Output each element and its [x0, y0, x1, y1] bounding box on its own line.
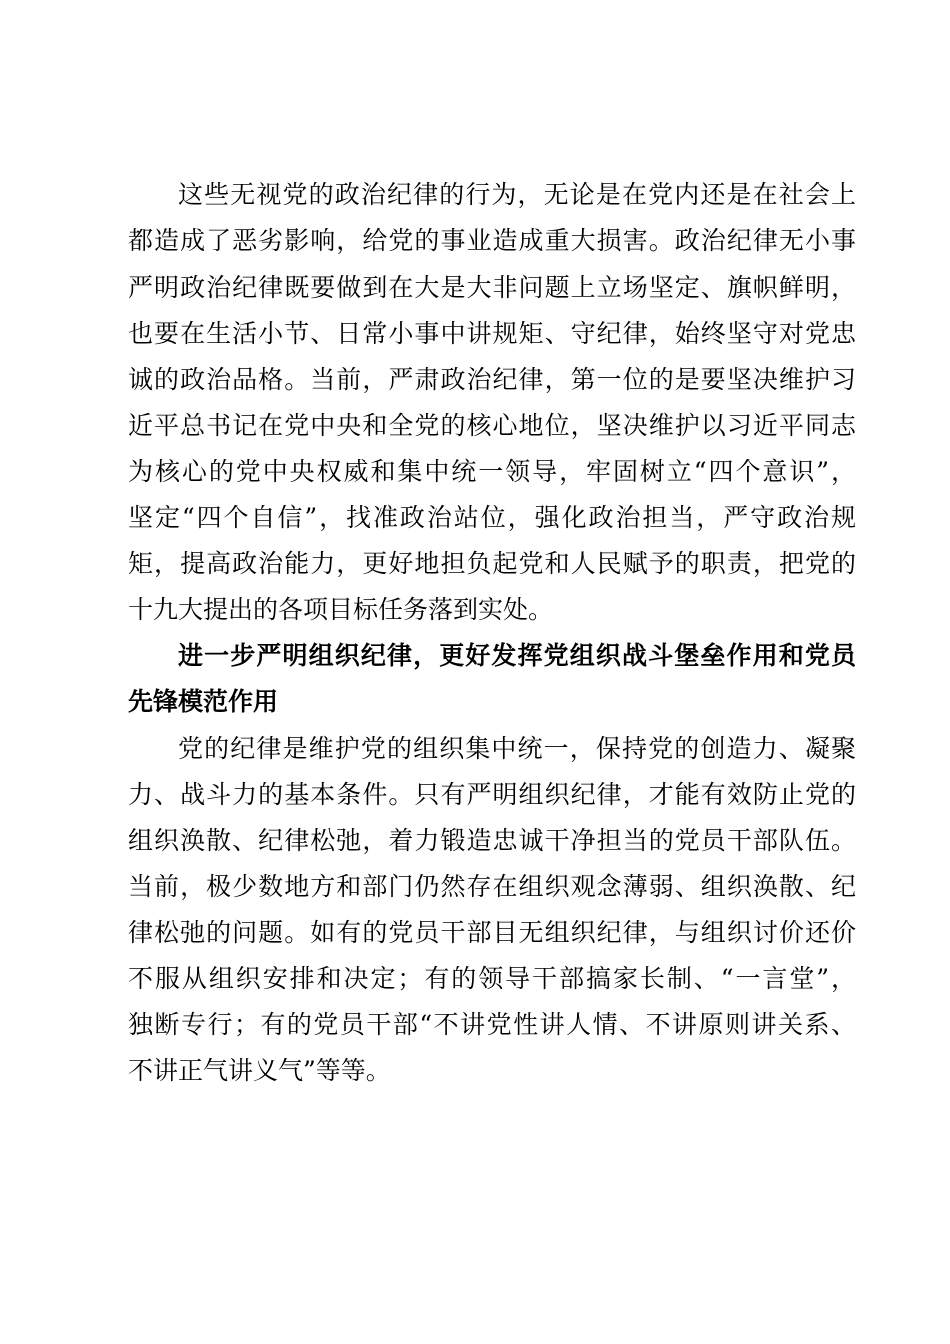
paragraph-2-line-4: 当前，极少数地方和部门仍然存在组织观念薄弱、组织涣散、纪: [128, 872, 856, 901]
paragraph-1-line-10: 十九大提出的各项目标任务落到实处。: [128, 595, 554, 624]
paragraph-1-line-6: 近平总书记在党中央和全党的核心地位，坚决维护以习近平同志: [128, 411, 856, 440]
paragraph-1-line-3: 严明政治纪律既要做到在大是大非问题上立场坚定、旗帜鲜明，: [128, 273, 856, 302]
paragraph-2-line-5: 律松弛的问题。如有的党员干部目无组织纪律，与组织讨价还价: [128, 918, 856, 947]
paragraph-2-line-8: 不讲正气讲义气”等等。: [128, 1056, 391, 1085]
paragraph-1-line-5: 诚的政治品格。当前，严肃政治纪律，第一位的是要坚决维护习: [128, 365, 856, 394]
paragraph-2-line-7: 独断专行；有的党员干部“不讲党性讲人情、不讲原则讲关系、: [128, 1010, 856, 1039]
paragraph-1-line-2: 都造成了恶劣影响，给党的事业造成重大损害。政治纪律无小事: [128, 226, 856, 255]
section-heading-line-2: 先锋模范作用: [128, 687, 279, 716]
paragraph-2-line-2: 力、战斗力的基本条件。只有严明组织纪律，才能有效防止党的: [128, 780, 856, 809]
paragraph-1-line-8: 坚定“四个自信”，找准政治站位，强化政治担当，严守政治规: [128, 503, 856, 532]
paragraph-2-line-6: 不服从组织安排和决定；有的领导干部搞家长制、“一言堂”，: [128, 964, 856, 993]
paragraph-2-line-1: 党的纪律是维护党的组织集中统一，保持党的创造力、凝聚: [178, 734, 856, 763]
paragraph-1-line-4: 也要在生活小节、日常小事中讲规矩、守纪律，始终坚守对党忠: [128, 319, 856, 348]
paragraph-1-line-1: 这些无视党的政治纪律的行为，无论是在党内还是在社会上: [178, 180, 856, 209]
section-heading-line-1: 进一步严明组织纪律，更好发挥党组织战斗堡垒作用和党员: [178, 641, 856, 670]
paragraph-1-line-7: 为核心的党中央权威和集中统一领导，牢固树立“四个意识”，: [128, 457, 856, 486]
paragraph-1-line-9: 矩，提高政治能力，更好地担负起党和人民赋予的职责，把党的: [128, 549, 856, 578]
paragraph-2-line-3: 组织涣散、纪律松弛，着力锻造忠诚干净担当的党员干部队伍。: [128, 826, 856, 855]
